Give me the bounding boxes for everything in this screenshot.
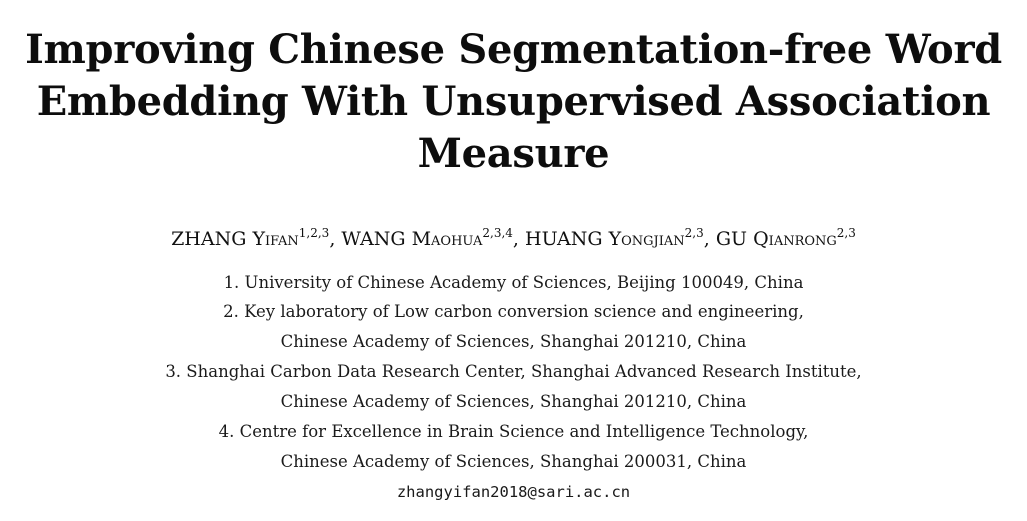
author-surname: WANG [341, 228, 406, 250]
author [171, 228, 329, 250]
affiliation-line: 1. University of Chinese Academy of Sciences, Beijing 100049, China [223, 273, 804, 292]
author-affiliation-marks: 2,3,4 [482, 226, 513, 240]
author [716, 228, 856, 250]
title-line: Improving Chinese Segmentation-free Word [25, 26, 1002, 73]
title-line: Embedding With Unsupervised Association [36, 78, 991, 125]
author [525, 228, 704, 250]
affiliation-line: Chinese Academy of Sciences, Shanghai 201210, China [280, 392, 747, 411]
affiliation-line: Chinese Academy of Sciences, Shanghai 201210, China [280, 332, 747, 351]
author [341, 228, 513, 250]
author-surname: GU [715, 228, 748, 250]
author-given-name: Yongjian [608, 228, 685, 250]
contact-email[interactable]: zhangyifan2018@sari.ac.cn [396, 483, 631, 501]
affiliation-line: 3. Shanghai Carbon Data Research Center, Shanghai Advanced Research Institute, [165, 362, 862, 381]
author-surname: HUANG [525, 228, 603, 250]
affiliation-line: 4. Centre for Excellence in Brain Science and Intelligence Technology, [218, 422, 809, 441]
author-given-name: Maohua [411, 228, 483, 250]
author-affiliation-marks: 2,3 [684, 226, 704, 240]
affiliation-line: Chinese Academy of Sciences, Shanghai 200031, China [280, 452, 747, 471]
author-surname: ZHANG [171, 228, 247, 250]
author-affiliation-marks: 2,3 [836, 226, 856, 240]
author-given-name: Yifan [252, 228, 299, 250]
paper-title [0, 24, 1027, 180]
author-affiliation-marks: 1,2,3 [298, 226, 330, 240]
title-line: Measure [417, 130, 610, 177]
author-list: ZHANG Yifan$^{1,2,3}$, WANG Maohua$^{2,3,4}$, HUANG Yongjian$^{2,3}$, GU Qianrong$^{2,3}$ [171, 226, 856, 250]
affiliation-line: 2. Key laboratory of Low carbon conversion science and engineering, [223, 302, 804, 321]
author-given-name: Qianrong [753, 228, 837, 250]
